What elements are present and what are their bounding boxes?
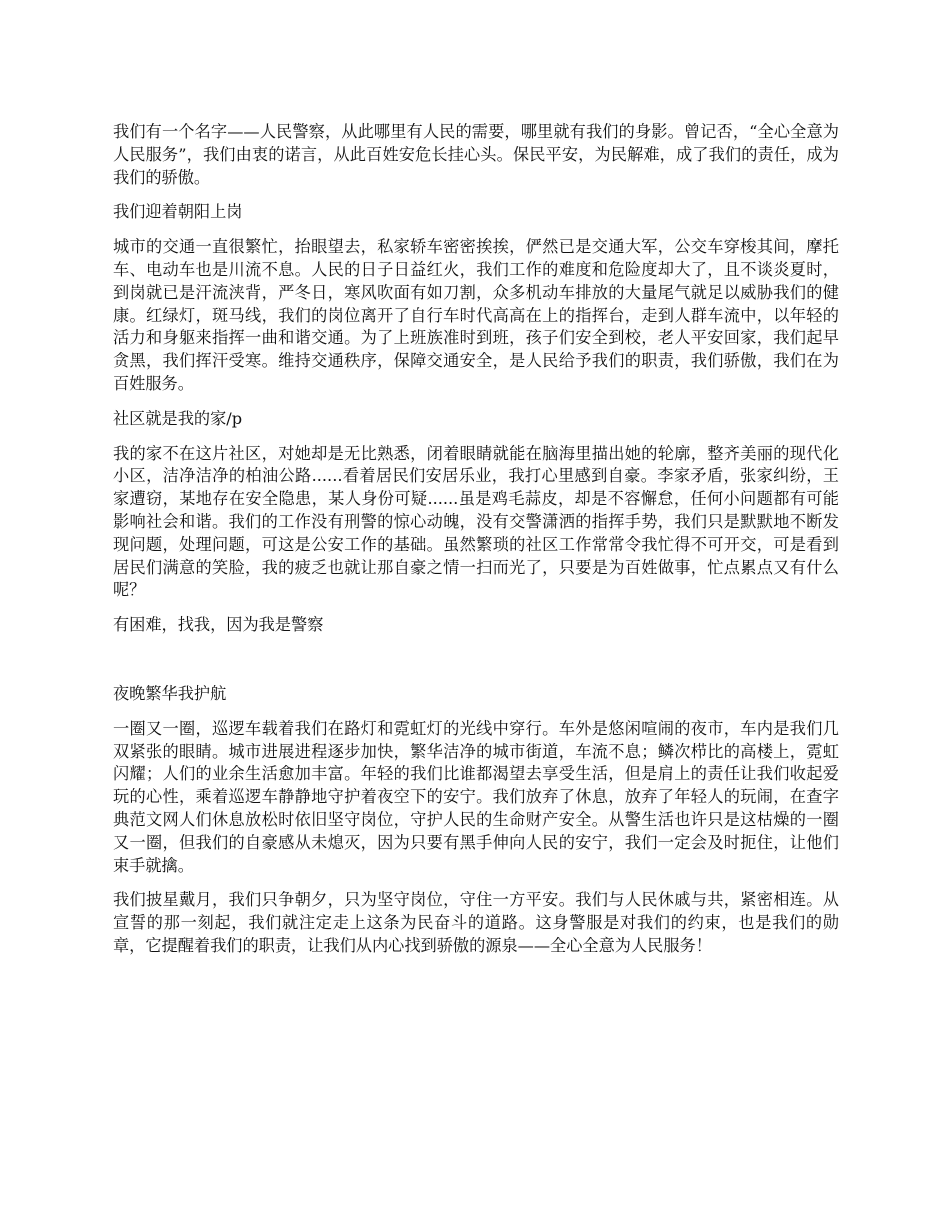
traffic-paragraph: 城市的交通一直很繁忙，抬眼望去，私家轿车密密挨挨，俨然已是交通大军，公交车穿梭其间，摩托车、电动车也是川流不息。人民的日子日益红火，我们工作的难度和危险度却大了，且不谈炎夏时，到岗就已是汗流浃背，严冬日，寒风吹面有如刀割，众多机动车排放的大量尾气就足以威胁我们的健康。红绿灯，斑马线，我们的岗位离开了自行车时代高高在上的指挥台，走到人群车流中，以年轻的活力和身躯来指挥一曲和谐交通。为了上班族准时到班，孩子们安全到校，老人平安回家，我们起早贪黑，我们挥汗受寒。维持交通秩序，保障交通安全，是人民给予我们的职责，我们骄傲，我们在为百姓服务。	[113, 237, 839, 393]
section-heading-night-patrol: 夜晚繁华我护航	[113, 683, 227, 703]
intro-paragraph: 我们有一个名字——人民警察，从此哪里有人民的需要，哪里就有我们的身影。曾记否，“全心全意为人民服务”，我们由衷的诺言，从此百姓安危长挂心头。保民平安，为民解难，成了我们的责任，成为我们的骄傲。	[113, 122, 839, 187]
community-paragraph: 我的家不在这片社区，对她却是无比熟悉，闭着眼睛就能在脑海里描出她的轮廓，整齐美丽的现代化小区，洁净洁净的柏油公路......看着居民们安居乐业，我打心里感到自豪。李家矛盾，张家纠纷，王家遭窃，某地存在安全隐患，某人身份可疑......虽是鸡毛蒜皮，却是不容懈怠，任何小问题都有可能影响社会和谐。我们的工作没有刑警的惊心动魄，没有交警潇洒的指挥手势，我们只是默默地不断发现问题，处理问题，可这是公安工作的基础。虽然繁琐的社区工作常常令我忙得不可开交，可是看到居民们满意的笑脸，我的疲乏也就让那自豪之情一扫而光了，只要是为百姓做事，忙点累点又有什么呢？	[113, 443, 839, 600]
night-patrol-paragraph: 一圈又一圈，巡逻车载着我们在路灯和霓虹灯的光线中穿行。车外是悠闲喧闹的夜市，车内是我们几双紧张的眼睛。城市进展进程逐步加快，繁华洁净的城市街道，车流不息；鳞次栉比的高楼上，霓虹闪耀；人们的业余生活愈加丰富。年轻的我们比谁都渴望去享受生活，但是肩上的责任让我们收起爱玩的心性，乘着巡逻车静静地守护着夜空下的安宁。我们放弃了休息，放弃了年轻人的玩闹，在查字典范文网人们休息放松时依旧坚守岗位，守护人民的生命财产安全。从警生活也许只是这枯燥的一圈又一圈，但我们的自豪感从未熄灭，因为只要有黑手伸向人民的安宁，我们一定会及时扼住，让他们束手就擒。	[113, 718, 839, 875]
section-heading-help: 有困难，找我，因为我是警察	[113, 615, 324, 635]
blank-spacer	[113, 649, 839, 683]
section-heading-community: 社区就是我的家/p	[113, 408, 243, 428]
document-body	[113, 121, 839, 970]
closing-paragraph: 我们披星戴月，我们只争朝夕，只为坚守岗位，守住一方平安。我们与人民休戚与共，紧密相连。从宣誓的那一刻起，我们就注定走上这条为民奋斗的道路。这身警服是对我们的约束，也是我们的勋章，它提醒着我们的职责，让我们从内心找到骄傲的源泉——全心全意为人民服务！	[113, 890, 839, 955]
section-heading-traffic: 我们迎着朝阳上岗	[113, 202, 243, 222]
